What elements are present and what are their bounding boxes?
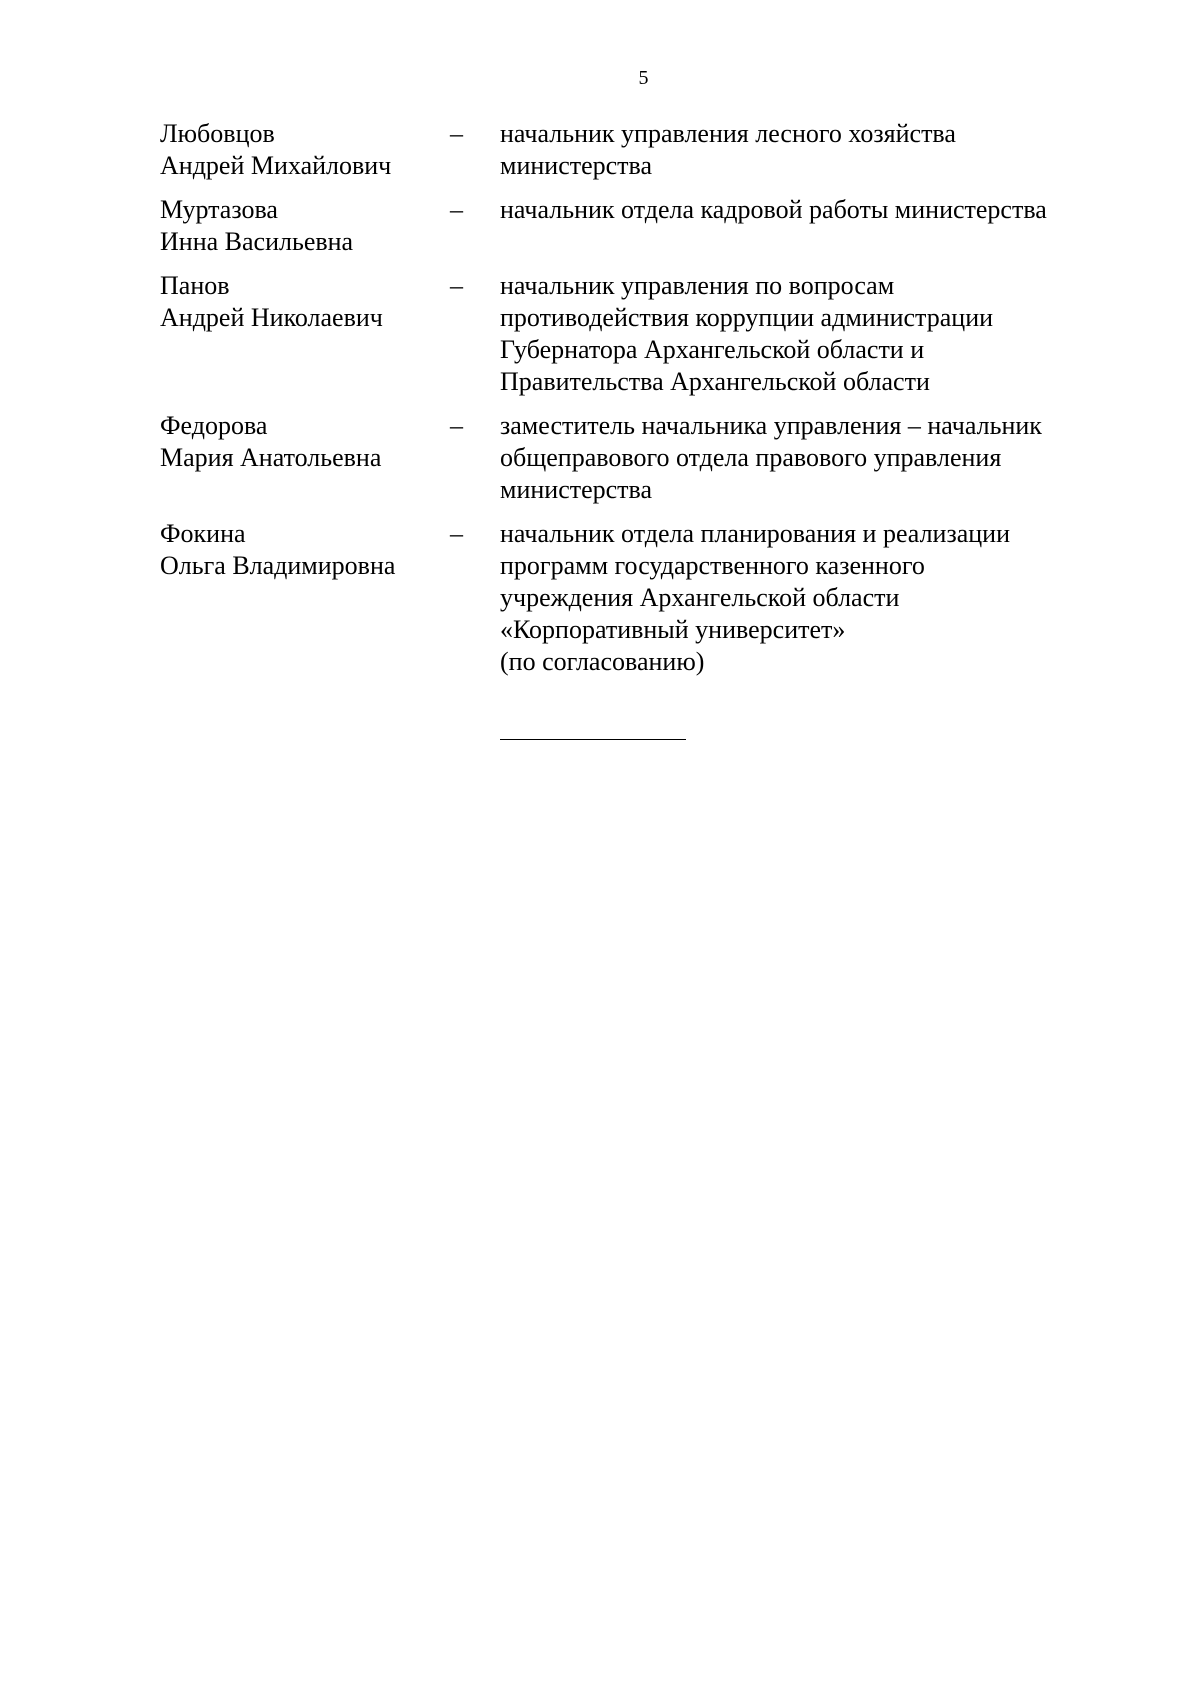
member-given-names: Андрей Николаевич bbox=[160, 303, 383, 332]
member-position-line: начальник управления по вопросам bbox=[500, 271, 895, 300]
member-entry bbox=[160, 518, 1120, 678]
member-position bbox=[500, 118, 1120, 182]
member-position-line: учреждения Архангельской области bbox=[500, 583, 900, 612]
members-list bbox=[160, 118, 1120, 678]
member-position-line: начальник отдела планирования и реализации bbox=[500, 519, 1011, 548]
member-position-line: программ государственного казенного bbox=[500, 551, 925, 580]
member-dash: – bbox=[450, 195, 463, 224]
member-name bbox=[160, 410, 450, 506]
end-of-list-rule bbox=[500, 739, 686, 740]
member-surname: Фокина bbox=[160, 519, 246, 548]
member-given-names: Мария Анатольевна bbox=[160, 443, 382, 472]
member-surname: Муртазова bbox=[160, 195, 278, 224]
page-number: 5 bbox=[638, 67, 649, 89]
member-position-line: «Корпоративный университет» bbox=[500, 615, 846, 644]
member-position bbox=[500, 270, 1120, 398]
member-entry bbox=[160, 194, 1120, 258]
member-entry bbox=[160, 118, 1120, 182]
member-given-names: Ольга Владимировна bbox=[160, 551, 396, 580]
member-name bbox=[160, 118, 450, 182]
member-position-line: Губернатора Архангельской области и bbox=[500, 335, 925, 364]
member-position-line: противодействия коррупции администрации bbox=[500, 303, 994, 332]
member-position bbox=[500, 194, 1120, 258]
member-entry bbox=[160, 410, 1120, 506]
member-dash: – bbox=[450, 411, 463, 440]
member-position-line: заместитель начальника управления – начальник bbox=[500, 411, 1042, 440]
member-position-line: министерства bbox=[500, 151, 653, 180]
member-dash: – bbox=[450, 119, 463, 148]
member-position bbox=[500, 410, 1120, 506]
member-name bbox=[160, 194, 450, 258]
member-position-line: общеправового отдела правового управления bbox=[500, 443, 1002, 472]
member-given-names: Инна Васильевна bbox=[160, 227, 354, 256]
member-surname: Любовцов bbox=[160, 119, 275, 148]
member-name bbox=[160, 270, 450, 398]
member-position-line: начальник отдела кадровой работы министерства bbox=[500, 195, 1047, 224]
member-surname: Федорова bbox=[160, 411, 268, 440]
member-entry bbox=[160, 270, 1120, 398]
member-position-line: (по согласованию) bbox=[500, 647, 705, 676]
member-given-names: Андрей Михайлович bbox=[160, 151, 392, 180]
member-position-line: начальник управления лесного хозяйства bbox=[500, 119, 956, 148]
member-name bbox=[160, 518, 450, 678]
member-dash: – bbox=[450, 271, 463, 300]
member-position-line: министерства bbox=[500, 475, 653, 504]
member-position-line: Правительства Архангельской области bbox=[500, 367, 930, 396]
member-surname: Панов bbox=[160, 271, 230, 300]
member-dash: – bbox=[450, 519, 463, 548]
member-position bbox=[500, 518, 1120, 678]
